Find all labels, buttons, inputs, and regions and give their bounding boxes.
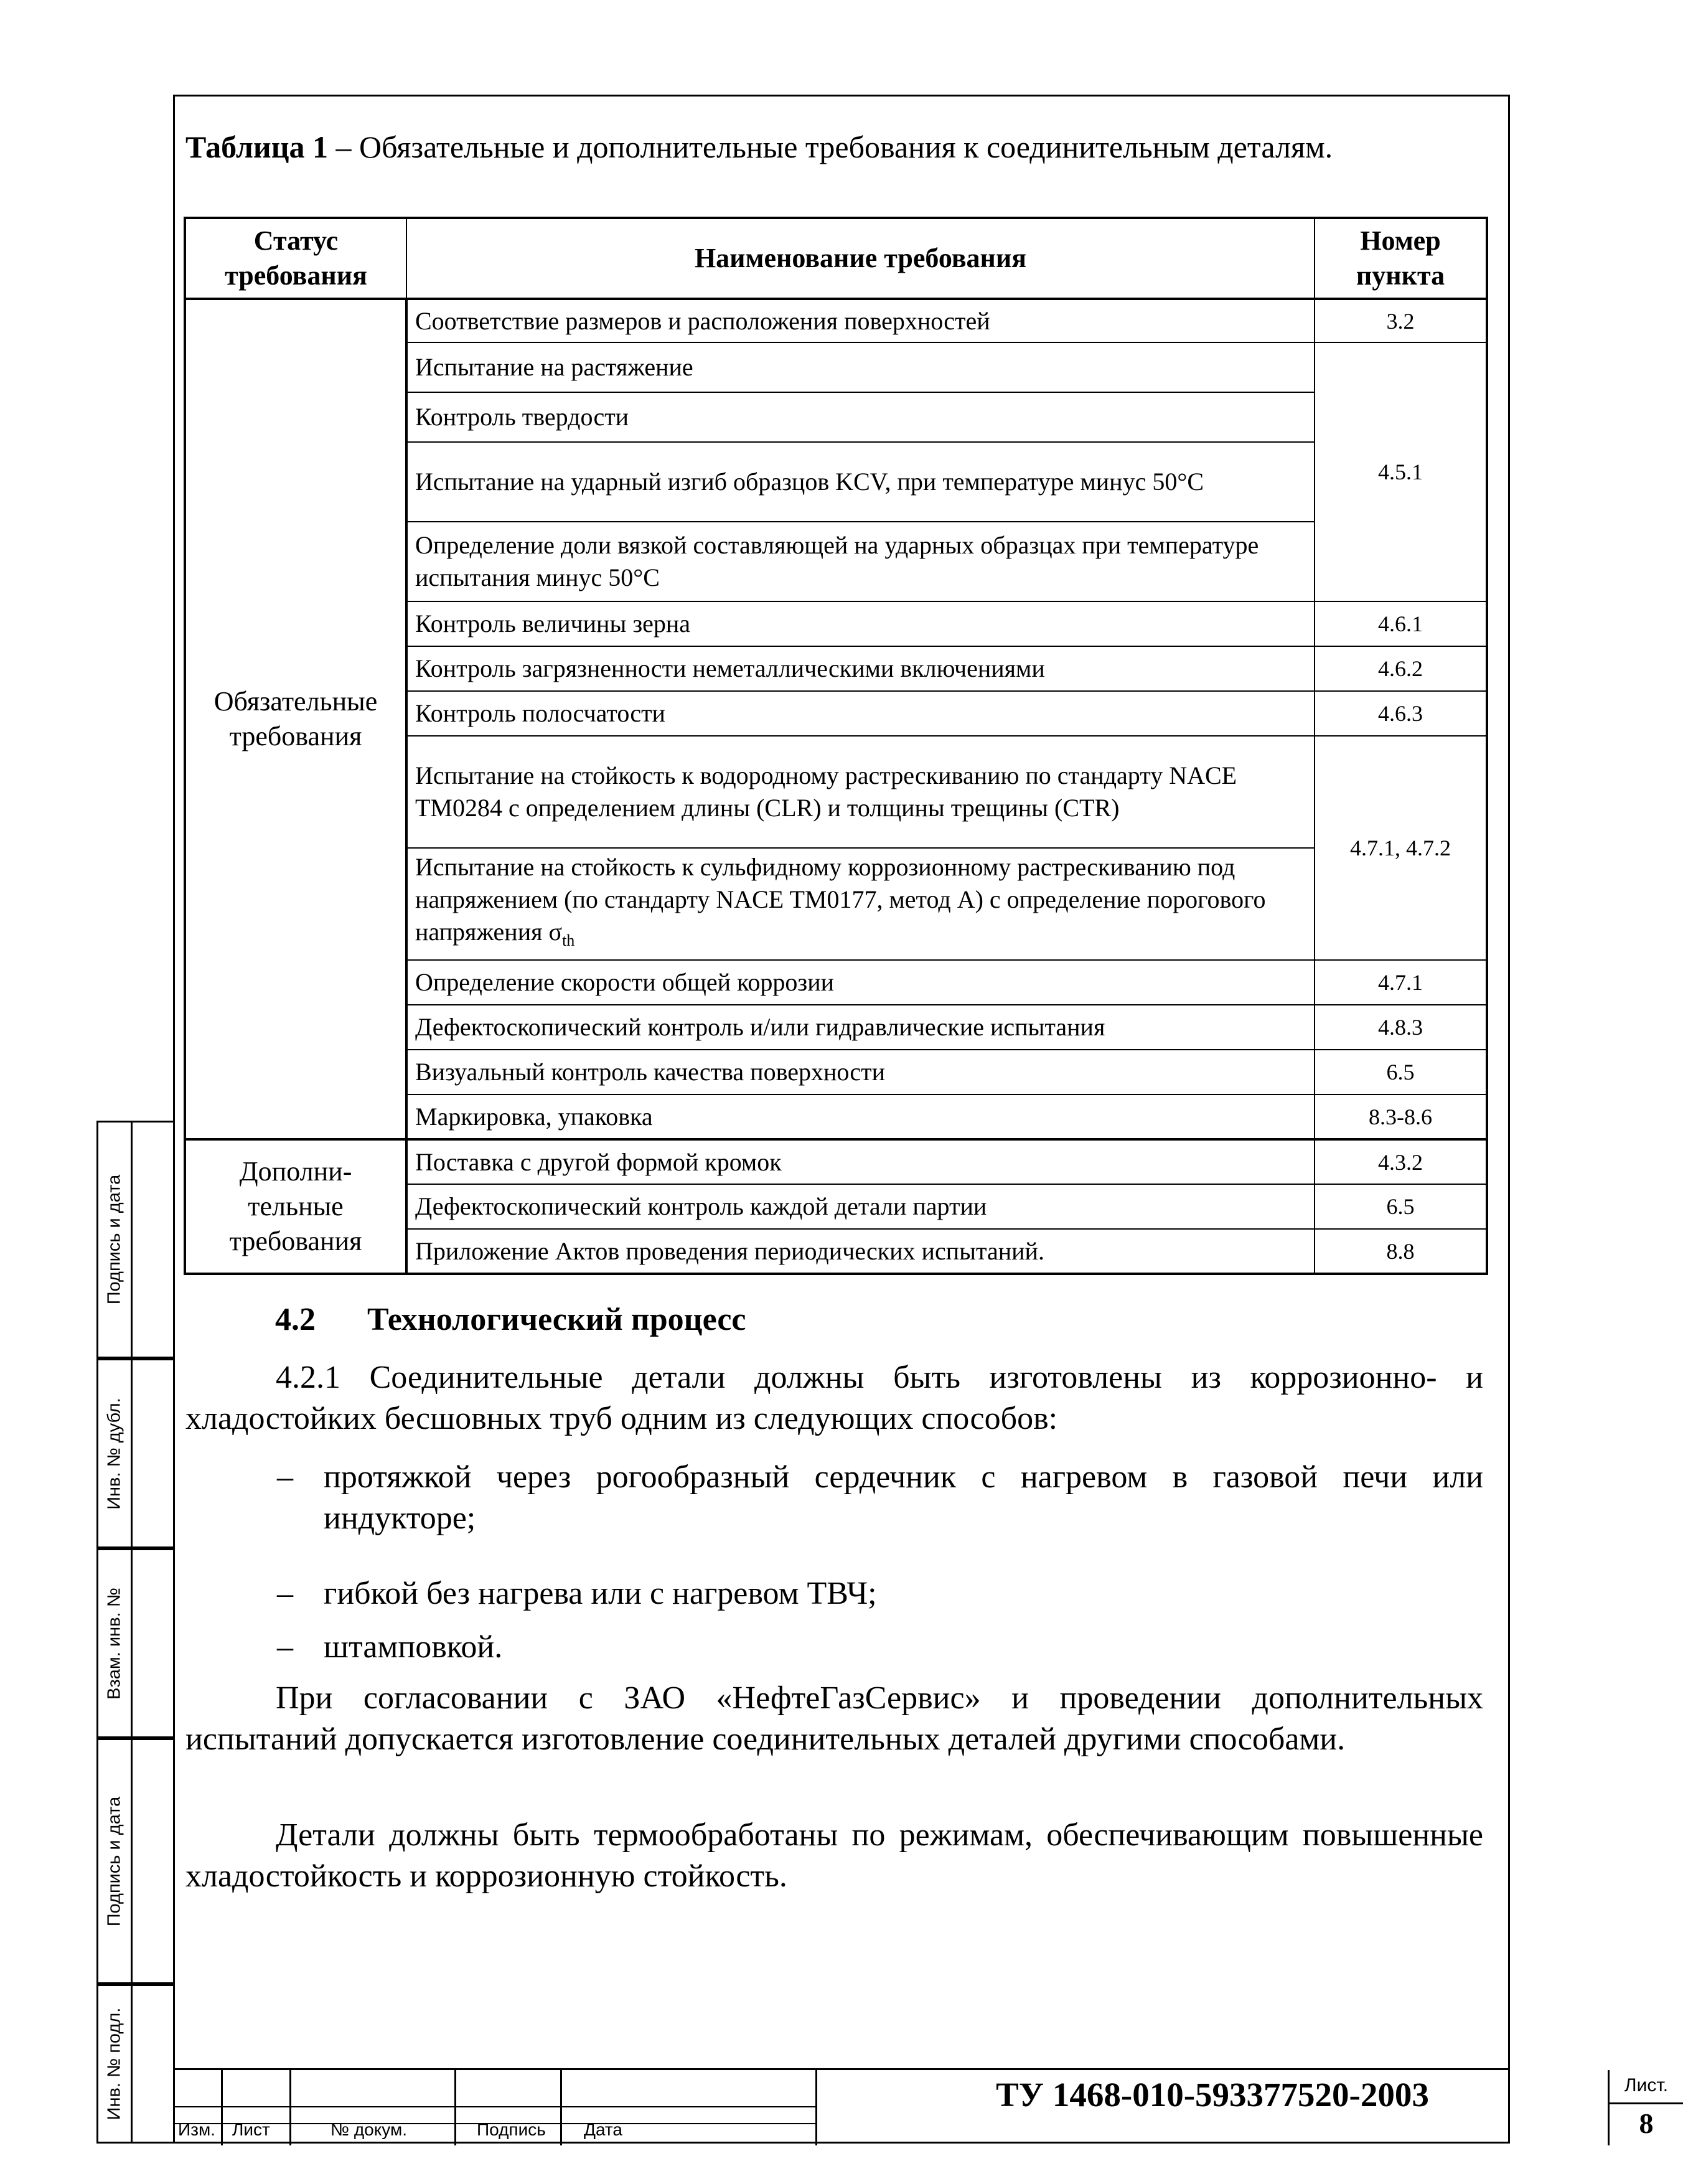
paragraph-4-2-1: 4.2.1 Соединительные детали должны быть изготовлены из коррозионно- и хладостойких бесшовных труб одним из следующих способов: (185, 1360, 1483, 1436)
sheet-number: 8 (1639, 2107, 1654, 2139)
list-item (277, 1627, 1483, 1668)
side-label: Инв. № подл. (104, 2007, 124, 2120)
list-item (277, 1573, 1483, 1614)
requirement-name: Дефектоскопический контроль и/или гидравлические испытания (406, 1005, 1315, 1050)
list-dash: – (277, 1629, 293, 1665)
list-item-text: гибкой без нагрева или с нагревом ТВЧ; (324, 1576, 877, 1611)
requirement-number: 3.2 (1315, 299, 1487, 342)
label-date: Дата (584, 2120, 623, 2139)
header-status: Статус требования (185, 218, 406, 299)
requirement-number: 4.7.1, 4.7.2 (1315, 736, 1487, 960)
requirement-number: 8.3-8.6 (1315, 1094, 1487, 1139)
table-caption-label: Таблица 1 (185, 129, 329, 164)
requirement-number: 4.6.2 (1315, 646, 1487, 691)
requirement-name: Контроль твердости (406, 392, 1315, 442)
requirement-number: 4.8.3 (1315, 1005, 1487, 1050)
requirement-name: Дефектоскопический контроль каждой детали партии (406, 1184, 1315, 1229)
requirement-number: 8.8 (1315, 1229, 1487, 1274)
table-row (185, 299, 1487, 342)
paragraph-approval: При согласовании с ЗАО «НефтеГазСервис» и проведении дополнительных испытаний допускается изготовление соединительных деталей другими способами. (185, 1680, 1483, 1757)
label-izm: Изм. (178, 2120, 215, 2139)
document-designation: ТУ 1468-010-593377520-2003 (996, 2076, 1429, 2114)
requirements-table (184, 217, 1488, 1275)
sigma-subscript: th (562, 931, 575, 949)
requirement-name: Контроль полосчатости (406, 691, 1315, 736)
header-number: Номер пункта (1315, 218, 1487, 299)
requirement-name: Приложение Актов проведения периодических испытаний. (406, 1229, 1315, 1274)
requirement-number: 6.5 (1315, 1050, 1487, 1094)
requirement-name: Испытание на ударный изгиб образцов KCV, при температуре минус 50°С (406, 442, 1315, 522)
title-block (173, 2068, 1669, 2144)
section-title: Технологический процесс (367, 1302, 746, 1337)
requirement-name: Маркировка, упаковка (406, 1094, 1315, 1139)
table-caption (185, 128, 1483, 166)
side-stamp-dup-inv (96, 1358, 173, 1548)
table-row (185, 1139, 1487, 1184)
side-stamp-orig-inv (96, 1984, 173, 2144)
requirement-name: Испытание на стойкость к сульфидному коррозионному растрескиванию под напряжением (по стандарту NACE TM0177, метод А) с определение порогового напряжения $\sigma_{th}$ (406, 848, 1315, 960)
requirement-name: Визуальный контроль качества поверхности (406, 1050, 1315, 1094)
section-number: 4.2 (275, 1302, 316, 1337)
requirement-name: Испытание на стойкость к водородному растрескиванию по стандарту NACE TM0284 с определением длины (CLR) и толщины трещины (CTR) (406, 736, 1315, 848)
list-item-text: штамповкой. (324, 1629, 503, 1665)
paragraph-heat-treatment: Детали должны быть термообработаны по режимам, обеспечивающим повышенные хладостойкость и коррозионную стойкость. (185, 1817, 1483, 1894)
list-dash: – (277, 1576, 293, 1611)
section-heading (275, 1301, 746, 1338)
label-list: Лист (232, 2120, 270, 2139)
requirement-number: 4.6.3 (1315, 691, 1487, 736)
requirement-number: 4.7.1 (1315, 960, 1487, 1005)
sheet-box (1608, 2070, 1683, 2145)
label-doc-number: № докум. (331, 2120, 408, 2139)
header-name: Наименование требования (406, 218, 1315, 299)
requirement-number: 4.5.1 (1315, 342, 1487, 601)
group-status-additional: Дополни- тельные требования (185, 1139, 406, 1274)
requirement-number: 4.6.1 (1315, 601, 1487, 646)
requirement-name: Испытание на растяжение (406, 342, 1315, 392)
requirement-name: Определение доли вязкой составляющей на ударных образцах при температуре испытания минус 50°С (406, 522, 1315, 601)
side-label: Взам. инв. № (104, 1587, 124, 1700)
group-status-mandatory: Обязательные требования (185, 299, 406, 1139)
list-item-text: протяжкой через рогообразный сердечник с нагревом в газовой печи или индукторе; (324, 1459, 1483, 1536)
requirement-number: 6.5 (1315, 1184, 1487, 1229)
requirement-name: Соответствие размеров и расположения поверхностей (406, 299, 1315, 342)
side-stamp-signature-date-1 (96, 1121, 173, 1358)
side-stamp-replace-inv (96, 1548, 173, 1738)
requirement-name: Контроль загрязненности неметаллическими включениями (406, 646, 1315, 691)
requirement-name: Поставка с другой формой кромок (406, 1139, 1315, 1184)
list-item (277, 1457, 1483, 1539)
requirement-number: 4.3.2 (1315, 1139, 1487, 1184)
side-label: Подпись и дата (104, 1796, 124, 1926)
requirement-name: Определение скорости общей коррозии (406, 960, 1315, 1005)
label-signature: Подпись (477, 2120, 546, 2139)
side-stamp-signature-date-2 (96, 1738, 173, 1984)
side-label: Инв. № дубл. (104, 1397, 124, 1510)
requirement-name: Контроль величины зерна (406, 601, 1315, 646)
sheet-label: Лист. (1610, 2070, 1683, 2104)
table-caption-text: – Обязательные и дополнительные требования к соединительным деталям. (328, 129, 1333, 164)
side-label: Подпись и дата (104, 1174, 124, 1305)
list-dash: – (277, 1459, 293, 1495)
